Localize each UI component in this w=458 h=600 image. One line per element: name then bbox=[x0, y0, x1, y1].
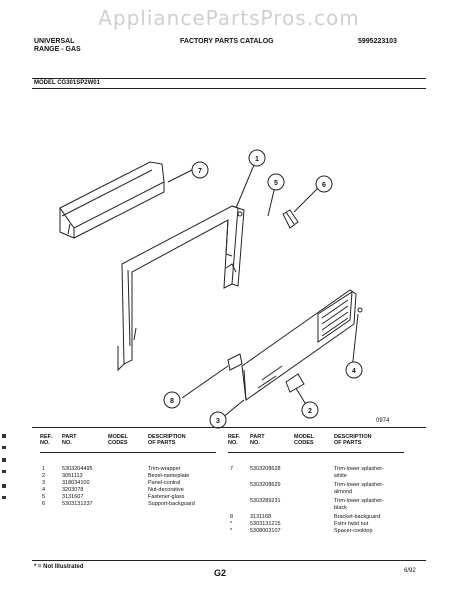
scan-mark bbox=[2, 446, 6, 449]
callout-7: 7 bbox=[198, 168, 202, 175]
col-description: DESCRIPTION OF PARTS bbox=[148, 434, 186, 446]
col-part: PART NO. bbox=[250, 434, 265, 446]
part-8-bracket bbox=[228, 354, 242, 370]
divider bbox=[228, 452, 404, 453]
col-ref: REF. NO. bbox=[40, 434, 52, 446]
catalog-page: UNIVERSAL RANGE - GAS FACTORY PARTS CATALOG 5995223103 MODEL CG301SP2W01 7 1 5 6 4 8 3 2 0974 REF. NO. PART NO. MODEL CODES DESCRIPTION OF PARTS REF. NO. PART NO. MODEL CODES DESCRIPTION OF PARTS 1 5303204495 Trim-wrapper 2 3051113 Bezel-nameplate 3 318034100 Panel-control 4 3203078 Nut-decorative 5 3131607 Fastener-glass 6 5303131237 Support-backguard 7 5303208628 Trim-lower splasher- white 5303208629 Trim-lower splasher- almond 5303289231 Trim-lower splasher- black 8 3131168 Bracket-backguard * 5303131215 Fstnr twist nut * 5308003107 Spacer-cooktop * = Not Illustrated G2 6/92 bbox=[32, 30, 426, 592]
callout-6: 6 bbox=[322, 182, 326, 189]
footnote: * = Not Illustrated bbox=[34, 564, 84, 570]
page-number: G2 bbox=[214, 568, 227, 578]
callout-2: 2 bbox=[308, 408, 312, 415]
scan-mark bbox=[2, 434, 6, 438]
part-6-support bbox=[283, 210, 298, 228]
catalog-title: FACTORY PARTS CATALOG bbox=[180, 38, 274, 45]
part-7-trim-lower-splasher bbox=[60, 162, 164, 238]
part-1-trim-wrapper bbox=[118, 206, 244, 370]
callout-5: 5 bbox=[274, 180, 278, 187]
col-ref: REF. NO. bbox=[228, 434, 240, 446]
scan-mark bbox=[2, 458, 6, 462]
brand-name: UNIVERSAL bbox=[34, 38, 75, 45]
product-category: RANGE - GAS bbox=[34, 46, 81, 53]
callout-8: 8 bbox=[170, 398, 174, 405]
part-4-nut bbox=[358, 308, 362, 312]
model-number: MODEL CG301SP2W01 bbox=[34, 80, 100, 86]
revision-date: 6/92 bbox=[404, 568, 416, 574]
brand-block bbox=[34, 38, 81, 54]
divider bbox=[40, 452, 216, 453]
col-model-codes: MODEL CODES bbox=[108, 434, 128, 446]
callout-4: 4 bbox=[352, 368, 356, 375]
col-description: DESCRIPTION OF PARTS bbox=[334, 434, 372, 446]
scan-mark bbox=[2, 496, 6, 499]
watermark: AppliancePartsPros.com bbox=[98, 6, 360, 30]
col-part: PART NO. bbox=[62, 434, 77, 446]
scan-mark bbox=[2, 470, 6, 473]
catalog-number: 5995223103 bbox=[358, 38, 397, 45]
scan-mark bbox=[2, 484, 6, 488]
divider bbox=[32, 78, 426, 79]
part-2-bezel bbox=[286, 374, 304, 392]
divider bbox=[32, 560, 426, 561]
part-5-fastener bbox=[238, 212, 242, 216]
callout-1: 1 bbox=[255, 156, 259, 163]
callout-3: 3 bbox=[216, 418, 220, 425]
diagram-code: 0974 bbox=[376, 418, 390, 424]
col-model-codes: MODEL CODES bbox=[294, 434, 314, 446]
divider bbox=[32, 427, 426, 428]
